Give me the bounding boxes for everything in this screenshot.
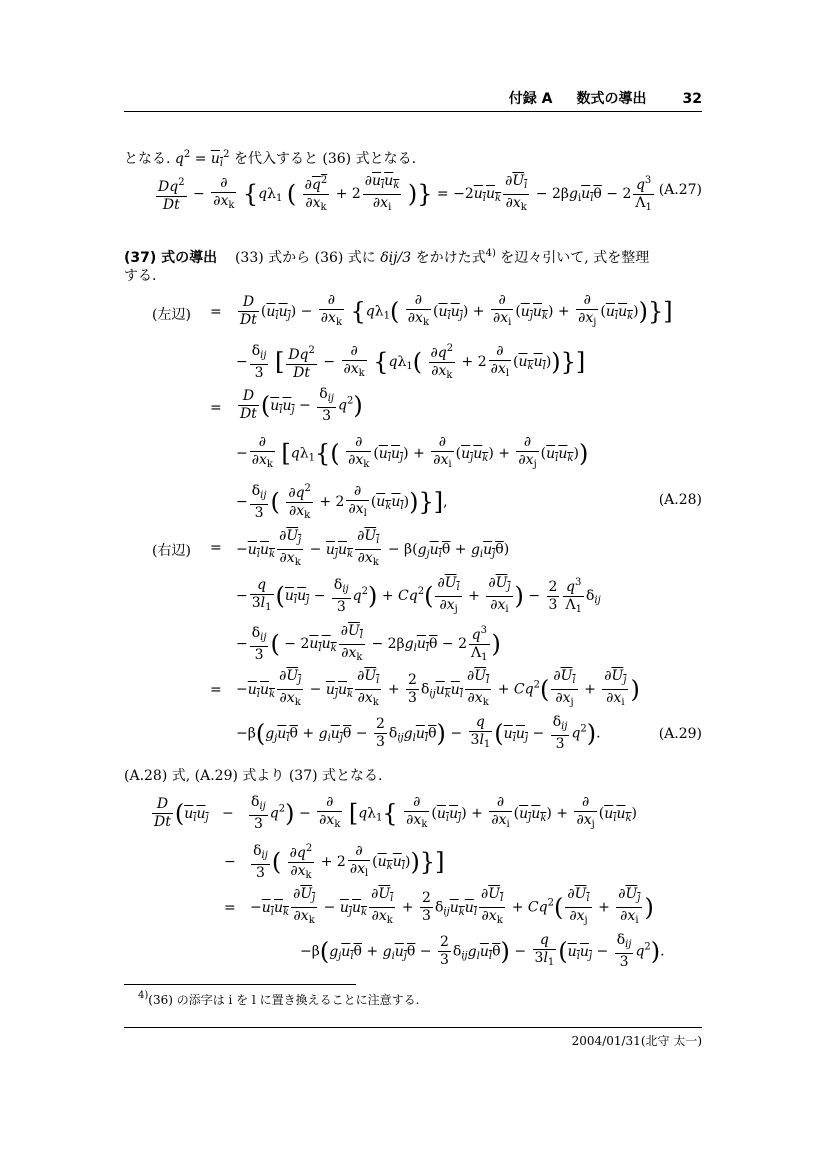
paragraph-heading: (37) 式の導出 — [124, 250, 218, 266]
eq-sign-1: = — [210, 304, 222, 320]
footer-rule — [124, 1027, 702, 1028]
footnote-text: (36) の添字は i を l に置き換えることに注意する. — [148, 993, 420, 1007]
left-side-line-1: (左辺) = $\frac{D}{Dt}$ $(u_iu_j)$ − $\frac{\partial}{\partial x_k}$ {$q\lambda_1$( $\frac{\partial}{\partial x_k}$ $(u_iu_j)$ + $\frac{\partial}{\partial x_i}$ $(u_ju_k)$ + $\frac{\partial}{\partial x_j}$ $(u_iu_k)$)}] — [124, 292, 702, 342]
right-side-line-3: − $\frac{\delta_{ij}}{3}$ ( − $2u_lu_k$ $\frac{\partial U_l}{\partial x_k}$ − $2\beta g_lu_l\theta - 2$ $\frac{q^3}{\Lambda_1}$ ) — [124, 622, 702, 670]
left-side-line-3: = $\frac{D}{Dt}$ ($u_iu_j$ − $\frac{\delta_{ij}}{3}$ $q^2$) — [210, 386, 363, 424]
paragraph-line-2 — [124, 264, 702, 288]
paragraph-text-4: する. — [124, 268, 157, 284]
equation-number-a29: (A.29) — [658, 726, 702, 742]
conclusion-text: (A.28) 式, (A.29) 式より (37) 式となる. — [124, 768, 383, 784]
intro-math: q — [174, 151, 184, 167]
header-chapter: 付録 A — [508, 91, 553, 107]
footnote-mark: 4) — [485, 248, 496, 259]
final-eq-line-2: − $\frac{\delta_{ij}}{3}$ ( $\frac{\partial q^2}{\partial x_k}$ + 2 $\frac{\partial}{\partial x_l}$ $(u_ku_l)$)}] — [124, 840, 702, 888]
running-header — [124, 88, 702, 110]
eq-sign-3: = — [210, 540, 222, 556]
paragraph-text-1: (33) 式から (36) 式に — [234, 250, 376, 266]
left-side-line-4: − $\frac{\partial}{\partial x_k}$ [$q\lambda_1${( $\frac{\partial}{\partial x_k}$ $(u_iu_j)$ + $\frac{\partial}{\partial x_i}$ $(u_ju_k)$ + $\frac{\partial}{\partial x_j}$ $(u_iu_k)$) — [124, 434, 702, 482]
right-side-line-2: − $\frac{q}{3l_1}$ ($u_iu_j$ − $\frac{\delta_{ij}}{3}$ $q^2) + Cq^2$( $\frac{\partial U_i}{\partial x_j}$ + $\frac{\partial U_j}{\partial x_i}$ ) − $\frac{2}{3}$ $\frac{q^3}{\Lambda_1}$ $\delta_{ij}$ — [124, 574, 702, 622]
right-side-line-1: (右辺) = $-u_iu_k$ $\frac{\partial U_j}{\partial x_k}$ − $u_ju_k$ $\frac{\partial U_i}{\partial x_k}$ − $\beta(g_ju_i\theta + g_iu_j\theta)$ — [124, 528, 702, 572]
right-side-label: (右辺) — [152, 543, 191, 559]
equation-number-a28: (A.28) — [658, 492, 702, 508]
equation-a27 — [124, 172, 702, 222]
final-eq-line-4: $-\beta(g_ju_i\theta + g_iu_j\theta$ − $\frac{2}{3}$ $\delta_{ij}g_lu_l\theta$) − $\frac{q}{3l_1}$ ($u_iu_j$ − $\frac{\delta_{ij}}{3}$ $q^2$). — [300, 932, 665, 970]
footnote-rule — [124, 984, 356, 985]
page — [124, 0, 702, 1169]
left-side-line-5: − $\frac{\delta_{ij}}{3}$ ( $\frac{\partial q^2}{\partial x_k}$ + 2 $\frac{\partial}{\partial x_l}$ $(u_ku_l)$)}], (A.28) — [124, 480, 702, 528]
paragraph-text-3: を辺々引いて, 式を整理 — [500, 250, 650, 266]
footnote — [138, 990, 419, 1008]
header-rule — [124, 111, 702, 112]
eq-sign-5: = — [224, 900, 236, 916]
footnote-number: 4) — [138, 990, 149, 1001]
right-side-line-4: = $-u_iu_k$ $\frac{\partial U_j}{\partial x_k}$ − $u_ju_k$ $\frac{\partial U_i}{\partial x_k}$ + $\frac{2}{3}$ $\delta_{ij}u_ku_l$ $\frac{\partial U_l}{\partial x_k}$ + $Cq^2$( $\frac{\partial U_i}{\partial x_j}$ + $\frac{\partial U_j}{\partial x_i}$ ) — [124, 668, 702, 716]
intro-text-before: となる. — [124, 151, 171, 167]
right-side-line-5: $-\beta(g_ju_i\theta + g_iu_j\theta$ − $\frac{2}{3}$ $\delta_{ij}g_lu_l\theta$) − $\frac{q}{3l_1}$ ($u_iu_j$ − $\frac{\delta_{ij}}{3}$ $q^2$). (A.29) — [236, 714, 702, 752]
page-number: 32 — [682, 91, 702, 107]
paragraph-text-2: をかけた式 — [415, 250, 486, 266]
paragraph-math: δij/3 — [380, 250, 412, 266]
left-side-label: (左辺) — [152, 307, 191, 323]
intro-line: となる. $q^2 = u_i^2$ を代入すると (36) 式となる. — [124, 149, 417, 169]
eq-sign-4: = — [210, 682, 222, 698]
eq-sign-2: = — [210, 400, 222, 416]
intro-text-after: を代入すると (36) 式となる. — [233, 151, 417, 167]
final-eq-line-1: $\frac{D}{Dt}$ ($u_iu_j$ − $\frac{\delta_{ij}}{3}$ $q^2$) − $\frac{\partial}{\partial x_k}$ [$q\lambda_1${ $\frac{\partial}{\partial x_k}$ $(u_iu_j)$ + $\frac{\partial}{\partial x_i}$ $(u_ju_k)$ + $\frac{\partial}{\partial x_j}$ $(u_iu_k)$ — [154, 794, 637, 832]
equation-number-a27: (A.27) — [658, 182, 702, 198]
final-eq-line-3: = $-u_iu_k$ $\frac{\partial U_j}{\partial x_k}$ − $u_ju_k$ $\frac{\partial U_i}{\partial x_k}$ + $\frac{2}{3}$ $\delta_{ij}u_ku_l$ $\frac{\partial U_l}{\partial x_k}$ + $Cq^2$( $\frac{\partial U_i}{\partial x_j}$ + $\frac{\partial U_j}{\partial x_i}$ ) — [124, 886, 702, 934]
footer-date: 2004/01/31(北守 太一) — [571, 1034, 702, 1048]
equation-a27-body: $\frac{Dq^2}{Dt}$ − $\frac{\partial}{\partial x_k}$ {$q\lambda_1$ ( $\frac{\partial q^2}{\partial x_k}$ + 2 $\frac{\partial u_iu_k}{\partial x_i}$ )} = $-2u_iu_k$ $\frac{\partial U_i}{\partial x_k}$ − $2\beta g_iu_i\theta - 2$ $\frac{q^3}{\Lambda_1}$ — [154, 172, 656, 216]
left-side-line-2: − $\frac{\delta_{ij}}{3}$ [ $\frac{Dq^2}{Dt}$ − $\frac{\partial}{\partial x_k}$ {$q\lambda_1$( $\frac{\partial q^2}{\partial x_k}$ + 2 $\frac{\partial}{\partial x_l}$ $(u_ku_l)$)}] — [124, 340, 702, 386]
header-section: 数式の導出 — [576, 91, 647, 107]
